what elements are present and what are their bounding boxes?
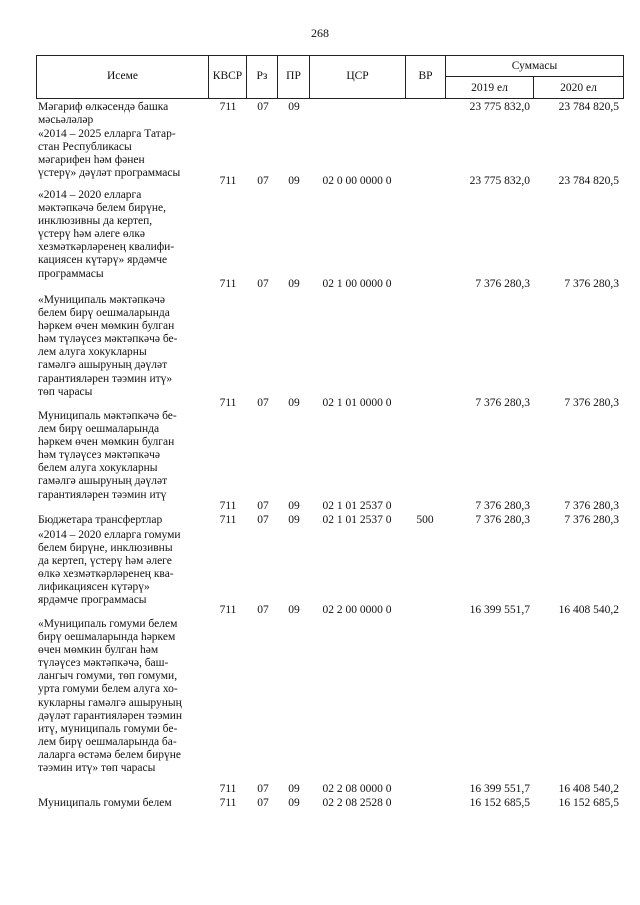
- row-rz: 07: [257, 604, 269, 616]
- row-pr: 09: [288, 175, 300, 187]
- row-kvsr: 711: [219, 278, 237, 290]
- row-kvsr: 711: [219, 500, 237, 512]
- header-bottom-border: [36, 98, 624, 99]
- row-rz: 07: [257, 797, 269, 809]
- page-number: 268: [311, 26, 329, 40]
- row-csr: 02 2 08 2528 0: [322, 797, 392, 809]
- row-kvsr: 711: [219, 101, 237, 113]
- row-name: Мәгариф өлкәсендә башка мәсьәләләр: [38, 101, 169, 127]
- row-csr: 02 1 01 0000 0: [322, 397, 392, 409]
- row-pr: 09: [288, 101, 300, 113]
- row-kvsr: 711: [219, 514, 237, 526]
- row-pr: 09: [288, 797, 300, 809]
- row-csr: 02 1 01 2537 0: [322, 500, 392, 512]
- header-sums-divider: [445, 76, 624, 77]
- row-name: Муниципаль мәктәпкәчә бе- лем бирү оешмаларында һәркем өчен мөмкин булган һәм түләүсез мәктәпкәчә белем алуга хокукларны гамәлгә ашыруның дәүләт гарантияләрен тәэмин итү: [38, 410, 177, 501]
- row-pr: 09: [288, 278, 300, 290]
- row-pr: 09: [288, 514, 300, 526]
- header-rz: Рз: [256, 70, 268, 82]
- row-sum-2020: 7 376 280,3: [564, 397, 619, 409]
- row-csr: 02 2 00 0000 0: [322, 604, 392, 616]
- header-kvsr: КВСР: [212, 70, 243, 82]
- row-name: «2014 – 2020 елларга мәктәпкәчә белем бирүне, инклюзивны да кертеп, үстерү һәм әлеге өлкә хезмәткәрләренең квалифи- кациясен күтәрү» ярдәмче программасы: [38, 189, 175, 280]
- header-vr: ВР: [418, 70, 433, 82]
- row-vr: 500: [416, 514, 434, 526]
- header-sums: Суммасы: [511, 60, 558, 72]
- header-name: Исеме: [106, 70, 139, 82]
- row-rz: 07: [257, 514, 269, 526]
- row-csr: 02 2 08 0000 0: [322, 783, 392, 795]
- header-year-2019: 2019 ел: [471, 82, 508, 94]
- row-kvsr: 711: [219, 783, 237, 795]
- row-csr: 02 1 01 2537 0: [322, 514, 392, 526]
- row-sum-2020: 23 784 820,5: [558, 101, 619, 113]
- row-sum-2020: 7 376 280,3: [564, 500, 619, 512]
- row-rz: 07: [257, 500, 269, 512]
- row-sum-2019: 7 376 280,3: [475, 500, 530, 512]
- row-pr: 09: [288, 604, 300, 616]
- row-sum-2020: 16 152 685,5: [558, 797, 619, 809]
- row-sum-2019: 16 152 685,5: [469, 797, 530, 809]
- row-csr: 02 1 00 0000 0: [322, 278, 392, 290]
- row-pr: 09: [288, 397, 300, 409]
- row-sum-2020: 7 376 280,3: [564, 278, 619, 290]
- row-kvsr: 711: [219, 797, 237, 809]
- row-sum-2019: 16 399 551,7: [469, 783, 530, 795]
- row-kvsr: 711: [219, 175, 237, 187]
- header-pr: ПР: [286, 70, 301, 82]
- row-kvsr: 711: [219, 397, 237, 409]
- row-sum-2020: 16 408 540,2: [558, 604, 619, 616]
- row-sum-2019: 7 376 280,3: [475, 278, 530, 290]
- row-sum-2020: 23 784 820,5: [558, 175, 619, 187]
- row-sum-2020: 16 408 540,2: [558, 783, 619, 795]
- row-rz: 07: [257, 175, 269, 187]
- header-top-border: [36, 55, 624, 56]
- row-sum-2019: 16 399 551,7: [469, 604, 530, 616]
- row-rz: 07: [257, 278, 269, 290]
- row-name: «2014 – 2020 елларга гомуми белем бирүне, инклюзивны да кертеп, үстерү һәм әлеге өлкә хезмәткәрләренең ква- лификациясен күтәрү» ярдәмче программасы: [38, 529, 181, 607]
- row-name: «Муниципаль гомуми белем бирү оешмаларында һәркем өчен мөмкин булган һәм түләүсез мәктәпкәчә, баш- лангыч гомуми, төп гомуми, урта гомуми белем алуга хо- кукларны гамәлгә ашыруның дәүләт гарантияләрен тәэмин итү, муниципаль гомуми бе- лем бирү оешмаларында ба- лаларга өстәмә белем бирүне тәэмин итү» төп чарасы: [38, 618, 183, 775]
- header-right-border: [623, 55, 624, 99]
- row-sum-2020: 7 376 280,3: [564, 514, 619, 526]
- row-name: Муниципаль гомуми белем: [38, 797, 172, 809]
- header-year-2020: 2020 ел: [560, 82, 597, 94]
- row-sum-2019: 7 376 280,3: [475, 397, 530, 409]
- row-sum-2019: 23 775 832,0: [469, 175, 530, 187]
- row-rz: 07: [257, 783, 269, 795]
- row-sum-2019: 23 775 832,0: [469, 101, 530, 113]
- row-kvsr: 711: [219, 604, 237, 616]
- row-rz: 07: [257, 397, 269, 409]
- row-pr: 09: [288, 783, 300, 795]
- row-name: «2014 – 2025 елларга Татар- стан Республикасы мәгарифен һәм фәнен үстерү» дәүләт программасы: [38, 128, 181, 180]
- row-name: Бюджетара трансфертлар: [38, 514, 163, 526]
- row-pr: 09: [288, 500, 300, 512]
- row-sum-2019: 7 376 280,3: [475, 514, 530, 526]
- row-name: «Муниципаль мәктәпкәчә белем бирү оешмаларында һәркем өчен мөмкин булган һәм түләүсез мәктәпкәчә бе- лем алуга хокукларны гамәлгә ашыруның дәүләт гарантияләрен тәэмин итү» төп чарасы: [38, 294, 178, 398]
- row-rz: 07: [257, 101, 269, 113]
- row-csr: 02 0 00 0000 0: [322, 175, 392, 187]
- header-csr: ЦСР: [346, 70, 369, 82]
